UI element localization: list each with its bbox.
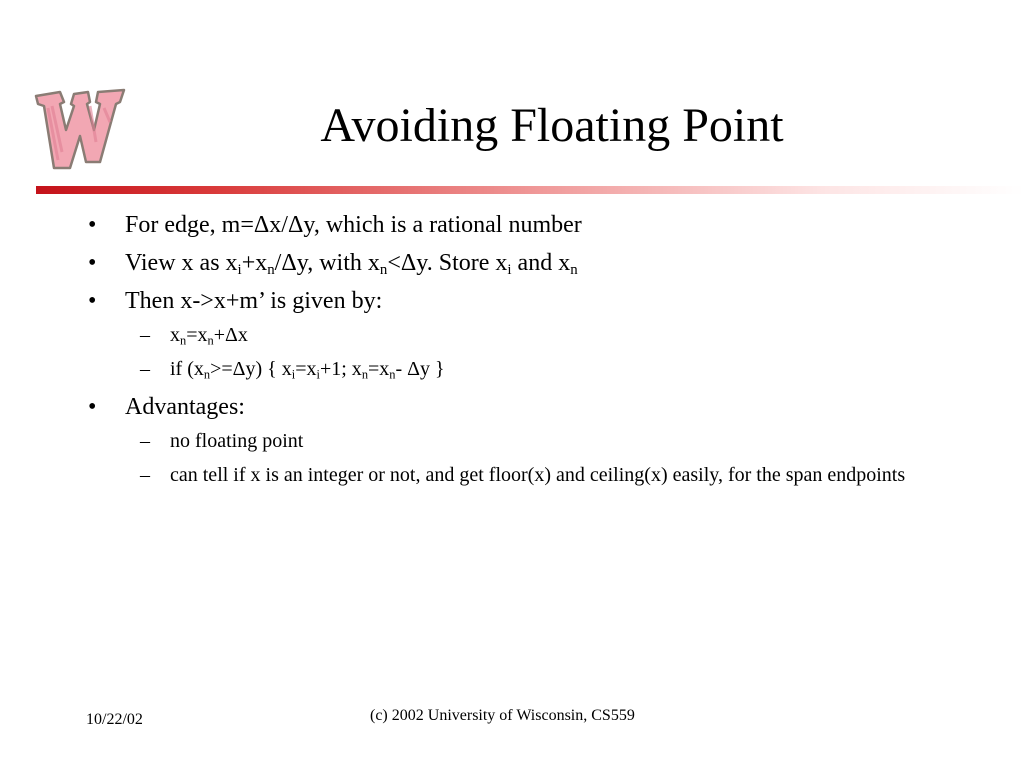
w-letter-shape bbox=[36, 90, 124, 168]
sub-bullet-text: $x_n=x_n+\Delta x$ bbox=[170, 324, 248, 348]
bullet-marker: • bbox=[88, 394, 97, 420]
bullet-text: Advantages: bbox=[125, 394, 245, 420]
sub-bullet-marker: – bbox=[140, 358, 150, 380]
bullet-text: View x as $x_i+x_n/\Delta y$, with $x_n<\Delta y$. Store $x_i$ and $x_n$ bbox=[125, 250, 578, 279]
sub-bullet-marker: – bbox=[140, 430, 150, 452]
bullet-text: For edge, m=Δx/Δy, which is a rational number bbox=[125, 212, 582, 238]
bullet-marker: • bbox=[88, 250, 97, 276]
bullet-marker: • bbox=[88, 288, 97, 314]
footer-copyright: (c) 2002 University of Wisconsin, CS559 bbox=[370, 707, 635, 724]
sub-bullet-text: if $(x_n>=\Delta y)$ { $x_i=x_i+1$; $x_n=x_n-$ Δy } bbox=[170, 358, 445, 382]
title-divider bbox=[36, 186, 1024, 194]
sub-bullet-text: can tell if x is an integer or not, and get floor(x) and ceiling(x) easily, for the span endpoints bbox=[170, 464, 906, 486]
footer-date: 10/22/02 bbox=[86, 711, 143, 728]
sub-bullet-marker: – bbox=[140, 464, 150, 486]
bullet-marker: • bbox=[88, 212, 97, 238]
bullet-text: Then x->x+m’ is given by: bbox=[125, 288, 383, 314]
sub-bullet-marker: – bbox=[140, 324, 150, 346]
university-w-logo bbox=[30, 82, 130, 174]
slide-title: Avoiding Floating Point bbox=[320, 99, 784, 152]
sub-bullet-text: no floating point bbox=[170, 430, 304, 452]
